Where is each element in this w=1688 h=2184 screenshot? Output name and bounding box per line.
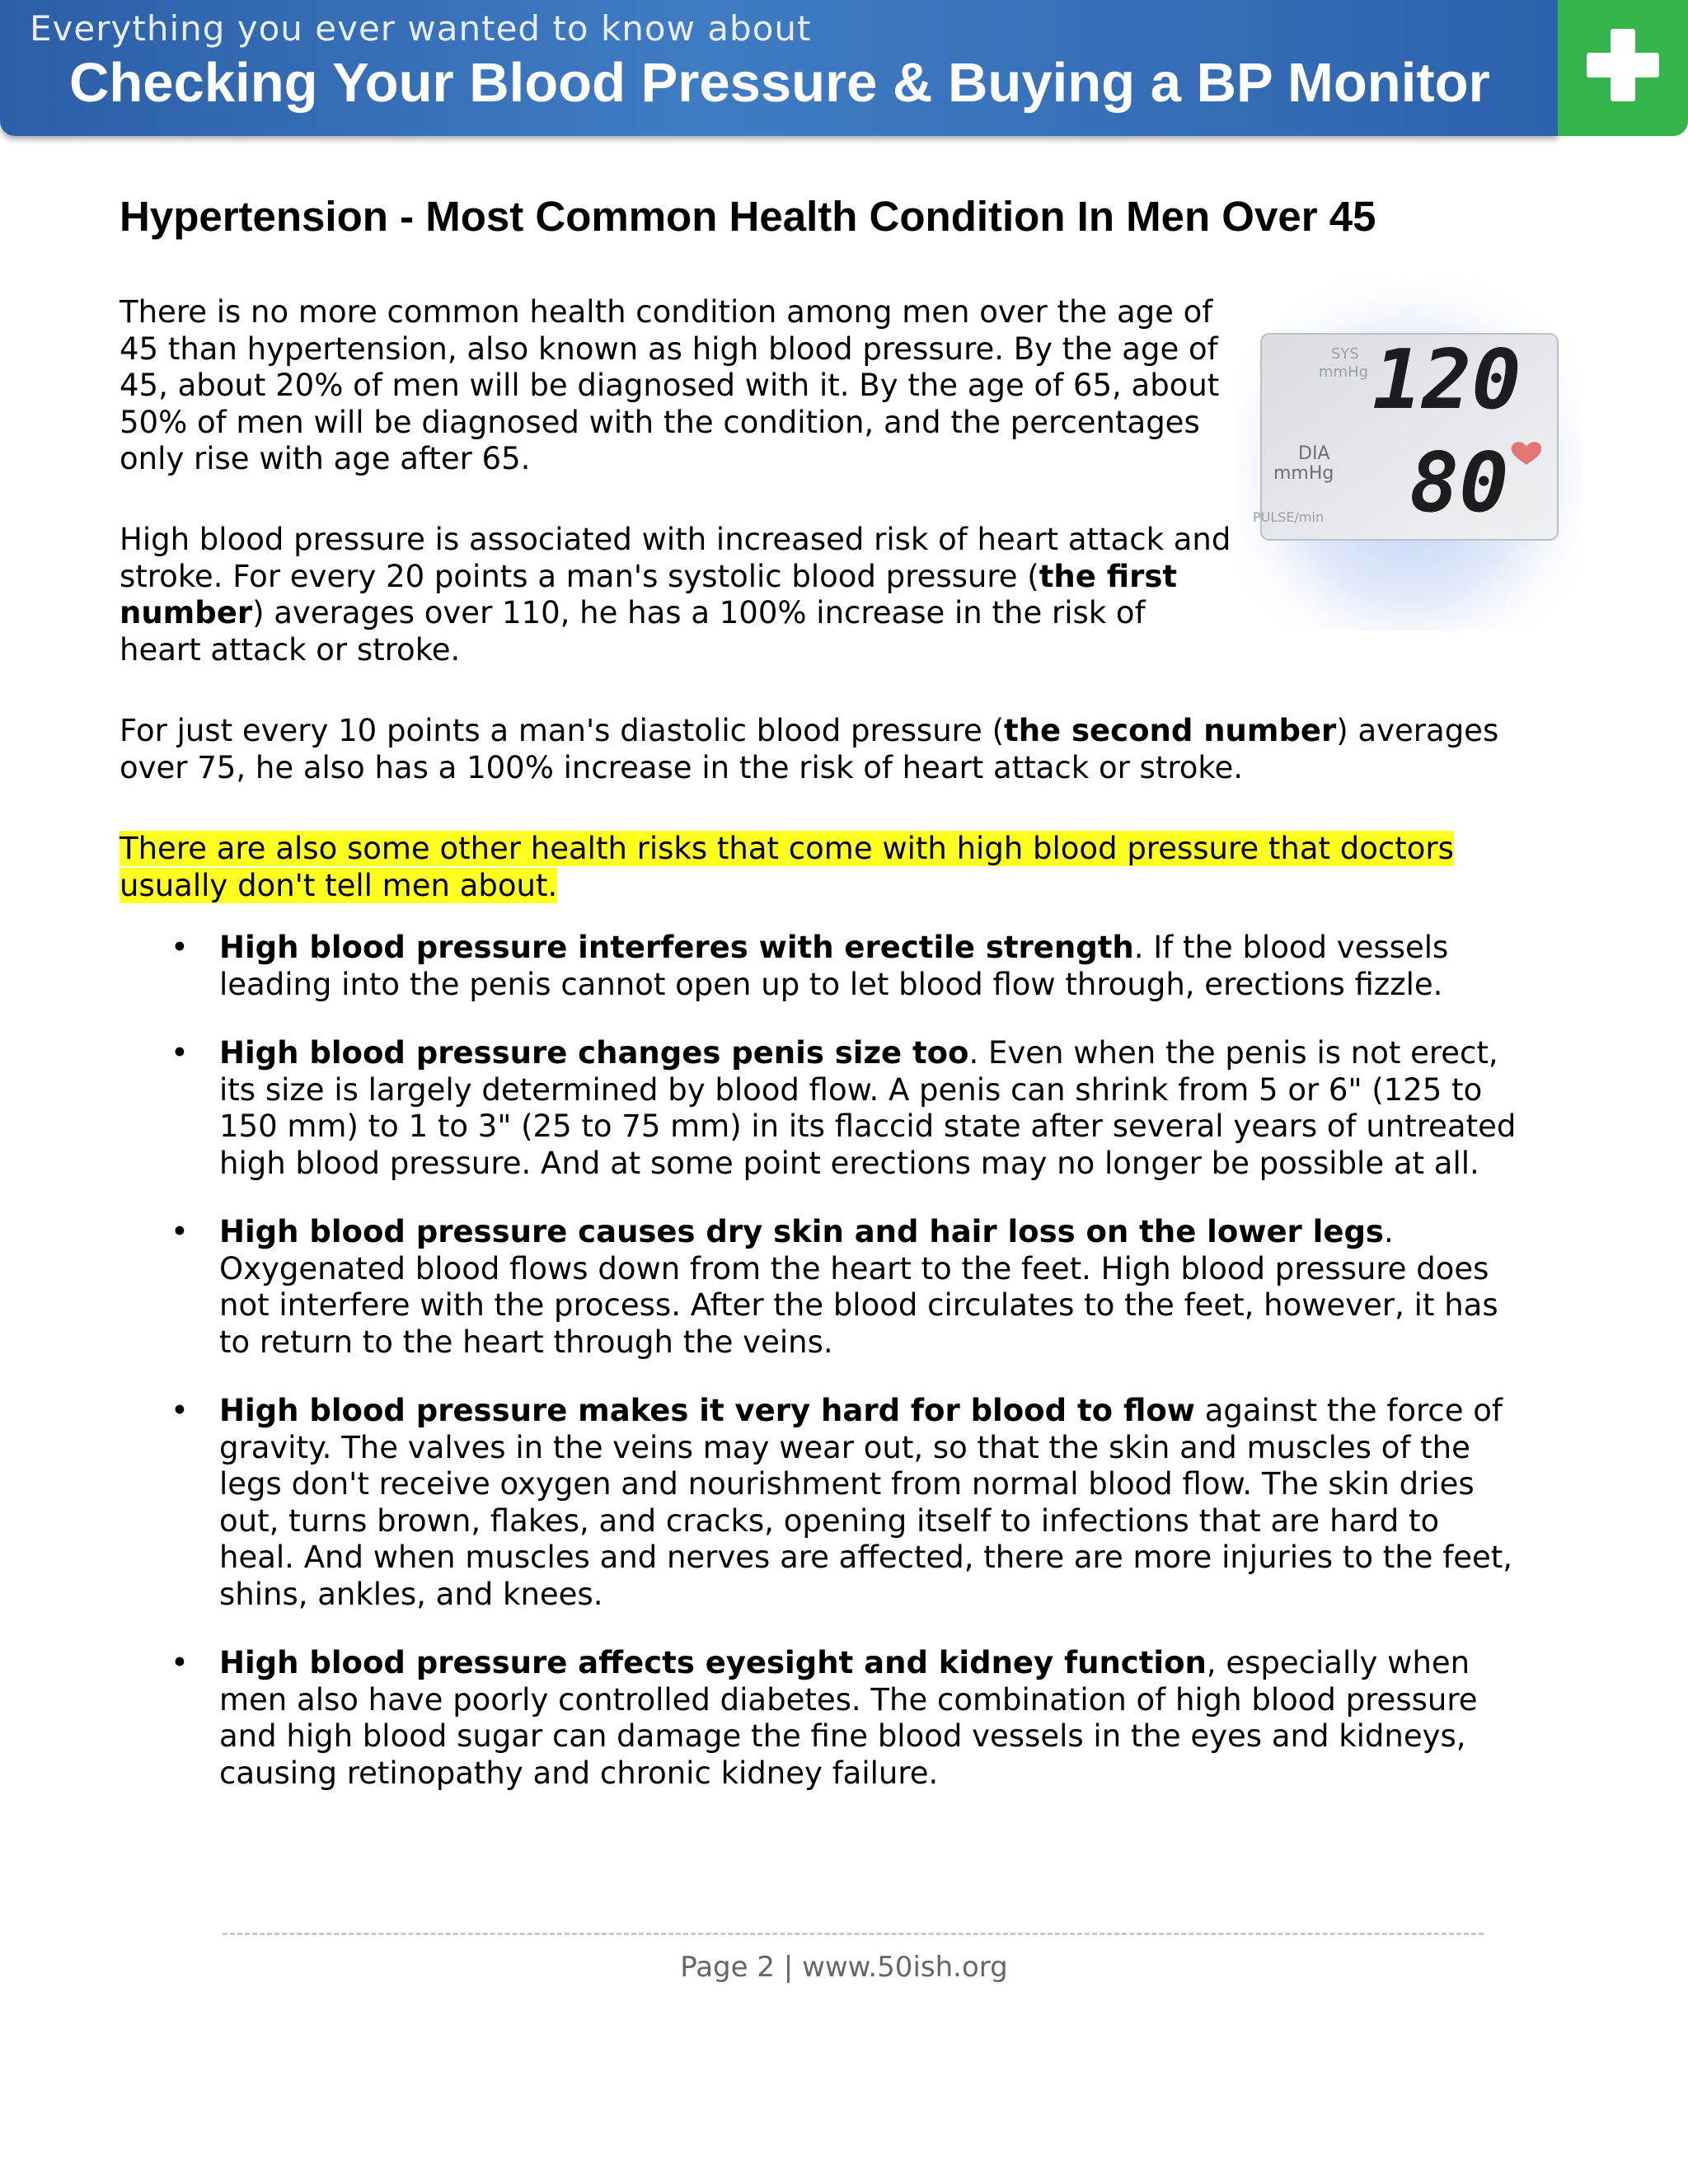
bullet-icon: • bbox=[171, 1214, 189, 1249]
header-subtitle: Everything you ever wanted to know about bbox=[30, 8, 812, 49]
highlighted-text: There are also some other health risks that come with high blood pressure that doctors usually don't tell men about. bbox=[120, 831, 1454, 903]
risk-paragraph-text-end: ) averages over 110, he has a 100% increase in the risk of heart attack or stroke. bbox=[120, 595, 1146, 668]
risk-paragraph-bold: the first number bbox=[120, 558, 1178, 630]
list-item bbox=[120, 1035, 1521, 1182]
risk-paragraph bbox=[120, 522, 1232, 668]
highlight-paragraph bbox=[120, 831, 1521, 904]
diastolic-paragraph-bold: the second number bbox=[1004, 713, 1337, 748]
diastolic-paragraph bbox=[120, 713, 1521, 786]
systolic-reading: 120 bbox=[1372, 331, 1522, 428]
bullet-icon: • bbox=[171, 1035, 189, 1071]
risk-paragraph-text: High blood pressure is associated with increased risk of heart attack and stroke. For every 20 points a man's systolic blood pressure ( bbox=[120, 522, 1231, 594]
list-item-title: High blood pressure interferes with erectile strength bbox=[219, 930, 1134, 965]
list-item-title: High blood pressure affects eyesight and kidney function bbox=[219, 1645, 1207, 1680]
list-item-text: . Even when the penis is not erect, its size is largely determined by blood flow. A penis can shrink from 5 or 6" (125 to 150 mm) to 1 to 3" (25 to 75 mm) in its flaccid state after several years of untreated high blood pressure. And at some point erections may no longer be possible at all. bbox=[219, 1035, 1517, 1181]
list-item bbox=[120, 1214, 1521, 1361]
list-item-title: High blood pressure makes it very hard for blood to flow bbox=[219, 1393, 1195, 1428]
bullet-icon: • bbox=[171, 1645, 189, 1680]
page-footer: Page 2 | www.50ish.org bbox=[680, 1951, 1008, 1984]
diastolic-reading: 80 bbox=[1409, 434, 1509, 531]
sys-unit-label: mmHg bbox=[1319, 363, 1369, 381]
list-item-text: , especially when men also have poorly controlled diabetes. The combination of high blood pressure and high blood sugar can damage the fine blood vessels in the eyes and kidneys, causing retinopathy and chronic kidney failure. bbox=[219, 1645, 1478, 1791]
dia-label: DIA bbox=[1298, 443, 1330, 464]
list-item bbox=[120, 930, 1521, 1003]
health-risks-list bbox=[120, 930, 1521, 1824]
plus-cross-icon bbox=[1587, 29, 1659, 101]
article-heading: Hypertension - Most Common Health Condition In Men Over 45 bbox=[120, 193, 1376, 240]
list-item-text: against the force of gravity. The valves in the veins may wear out, so that the skin and muscles of the legs don't receive oxygen and nourishment from normal blood flow. The skin dries out, turns brown, flakes, and cracks, opening itself to infections that are hard to heal. And when muscles and nerves are affected, there are more injuries to the feet, shins, ankles, and knees. bbox=[219, 1393, 1513, 1612]
sys-label: SYS bbox=[1331, 345, 1359, 363]
plus-badge bbox=[1558, 0, 1688, 136]
list-item-title: High blood pressure changes penis size too bbox=[219, 1035, 969, 1071]
diastolic-paragraph-text: For just every 10 points a man's diastolic blood pressure ( bbox=[120, 713, 1005, 748]
header-banner bbox=[0, 0, 1558, 136]
bullet-icon: • bbox=[171, 1393, 189, 1428]
intro-paragraph: There is no more common health condition among men over the age of 45 than hypertension, also known as high blood pressure. By the age of 45, about 20% of men will be diagnosed with it. By the age of 65, about 50% of men will be diagnosed with the condition, and the percentages only rise with age after 65. bbox=[120, 294, 1220, 476]
list-item-text: . Oxygenated blood flows down from the heart to the feet. High blood pressure does not interfere with the process. After the blood circulates to the feet, however, it has to return to the heart through the veins. bbox=[219, 1214, 1498, 1360]
footer-divider bbox=[223, 1933, 1484, 1935]
bp-monitor-image bbox=[1236, 276, 1582, 630]
list-item-title: High blood pressure causes dry skin and hair loss on the lower legs bbox=[219, 1214, 1384, 1249]
pulse-label: PULSE/min bbox=[1253, 509, 1325, 525]
diastolic-paragraph-text-end: ) averages over 75, he also has a 100% increase in the risk of heart attack or stroke. bbox=[120, 713, 1499, 785]
list-item bbox=[120, 1393, 1521, 1613]
header-title: Checking Your Blood Pressure & Buying a BP Monitor bbox=[69, 52, 1490, 114]
bullet-icon: • bbox=[171, 930, 189, 965]
list-item-text: . If the blood vessels leading into the penis cannot open up to let blood flow through, erections fizzle. bbox=[219, 930, 1449, 1002]
list-item bbox=[120, 1645, 1521, 1792]
dia-unit-label: mmHg bbox=[1273, 463, 1334, 484]
